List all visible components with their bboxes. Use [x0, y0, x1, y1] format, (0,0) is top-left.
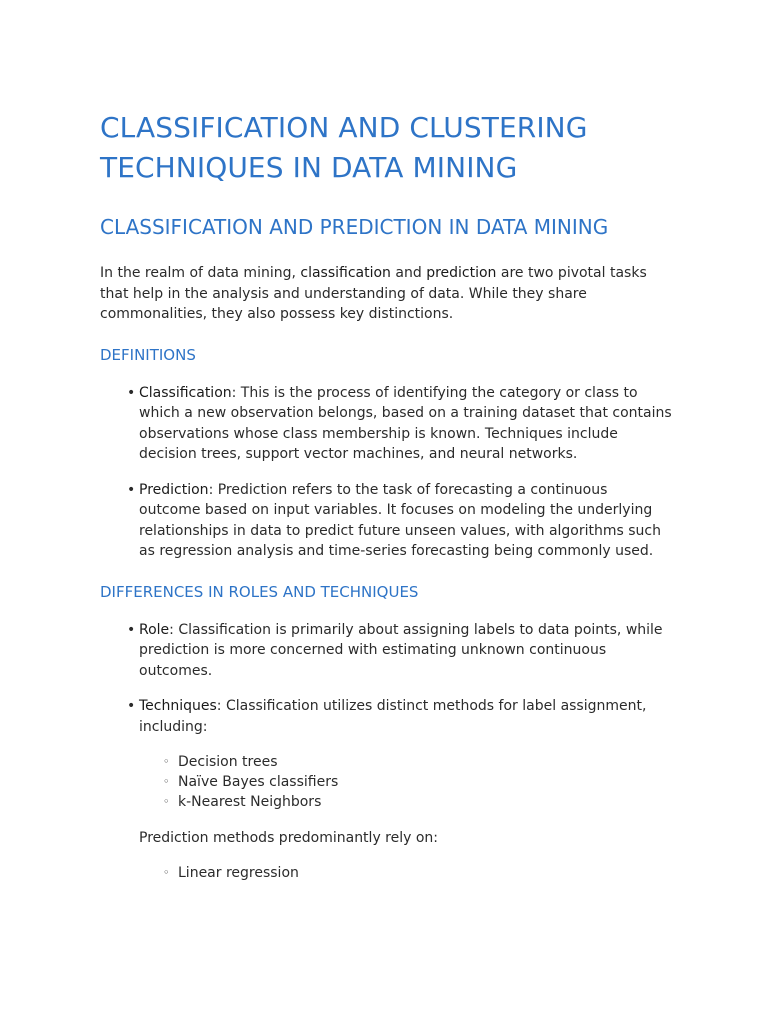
bullet-icon: •	[127, 621, 136, 638]
list-item	[163, 752, 672, 772]
bullet-icon: •	[127, 384, 136, 401]
document-title: CLASSIFICATION AND CLUSTERING TECHNIQUES IN DATA MINING	[100, 111, 588, 184]
list-item	[127, 696, 672, 883]
role-term: Role	[139, 621, 170, 638]
intro-text-2: and	[390, 265, 427, 281]
method-label: k-Nearest Neighbors	[178, 794, 322, 811]
section-heading: CLASSIFICATION AND PREDICTION IN DATA MINING	[100, 215, 609, 239]
definition-term: Prediction	[139, 481, 209, 498]
list-item	[163, 863, 672, 883]
list-item	[163, 792, 672, 812]
bullet-icon: •	[127, 698, 136, 714]
method-label: Linear regression	[178, 865, 299, 882]
techniques-text: : Classification utilizes distinct methods for label assignment, including:	[139, 698, 647, 735]
differences-heading: DIFFERENCES IN ROLES AND TECHNIQUES	[100, 582, 419, 601]
role-text: : Classification is primarily about assigning labels to data points, while prediction is more concerned with estimating unknown continuous outcomes.	[139, 621, 663, 679]
circle-bullet-icon: ◦	[163, 795, 170, 809]
prediction-methods-intro: Prediction methods predominantly rely on:	[139, 829, 439, 846]
prediction-methods-list	[139, 863, 672, 883]
method-label: Naïve Bayes classifiers	[178, 774, 339, 791]
definition-text: : Prediction refers to the task of forecasting a continuous outcome based on input variables. It focuses on modeling the underlying relationships in data to predict future unseen values, with algorithms such as regression analysis and time-series forecasting being commonly used.	[139, 481, 661, 559]
bullet-icon: •	[127, 481, 136, 498]
intro-term-classification: classification	[300, 265, 391, 281]
intro-text-1: In the realm of data mining,	[100, 265, 301, 281]
list-item	[127, 480, 672, 562]
document-page	[100, 108, 672, 883]
list-item	[163, 772, 672, 792]
list-item	[127, 383, 672, 465]
definition-term: Classification	[139, 384, 232, 401]
definitions-heading: DEFINITIONS	[100, 345, 196, 364]
definitions-list	[100, 383, 672, 562]
circle-bullet-icon: ◦	[163, 866, 170, 880]
method-label: Decision trees	[178, 754, 278, 770]
list-item	[127, 620, 672, 682]
intro-paragraph	[100, 263, 672, 325]
differences-list	[100, 620, 672, 884]
classification-methods-list	[139, 752, 672, 813]
intro-text-3: are two pivotal tasks that help in the analysis and understanding of data. While they share commonalities, they also possess key distinctions.	[100, 265, 647, 322]
techniques-term: Techniques	[139, 698, 217, 714]
circle-bullet-icon: ◦	[163, 755, 170, 768]
circle-bullet-icon: ◦	[163, 775, 170, 789]
definition-text: : This is the process of identifying the category or class to which a new observation belongs, based on a training dataset that contains observations whose class membership is known. Techniques include decision trees, support vector machines, and neural networks.	[139, 384, 672, 462]
intro-term-prediction: prediction	[426, 265, 497, 281]
